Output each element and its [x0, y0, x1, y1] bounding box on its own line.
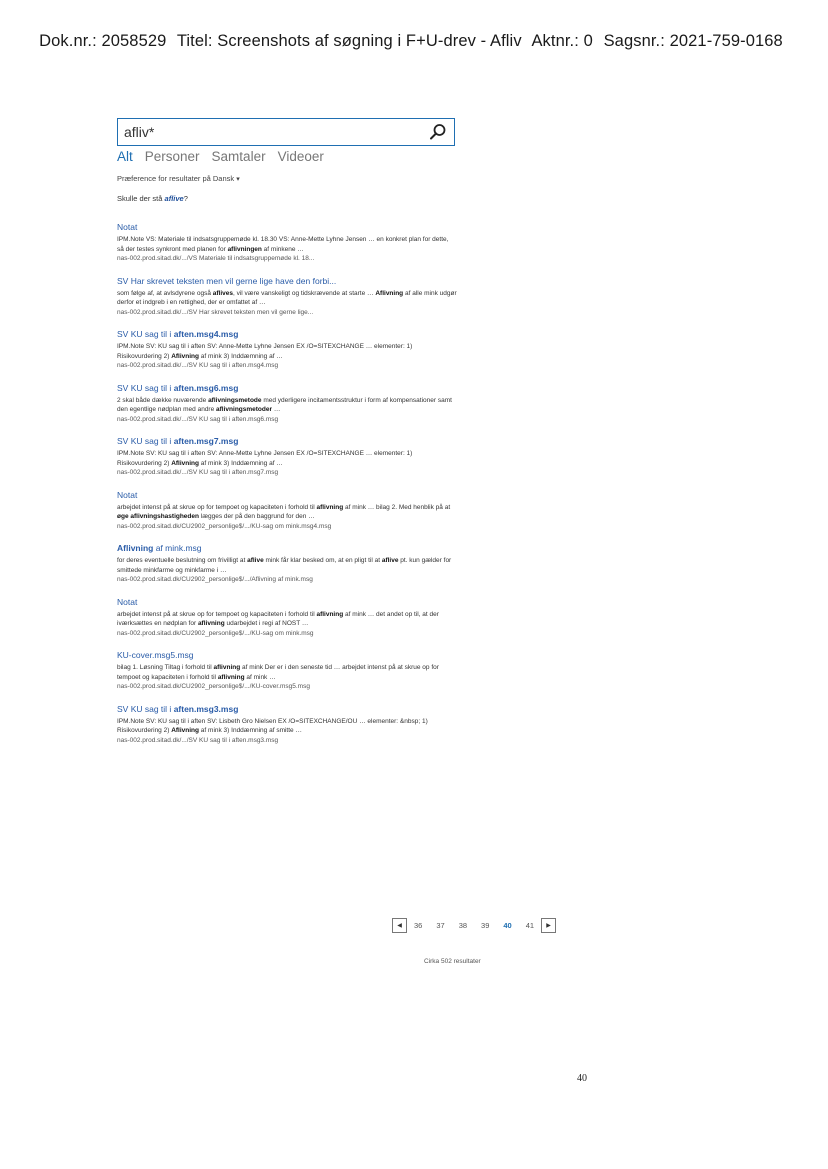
- result-snippet-text: IPM.Note SV: KU sag til i aften SV: Lisbeth Gro Nielsen EX /O=SITEXCHANGE/OU … elementer: &nbsp; 1) Risikovurdering 2): [117, 717, 428, 734]
- did-you-mean-suggestion[interactable]: aflive: [164, 194, 184, 203]
- result-snippet: [117, 717, 457, 736]
- page-link-38[interactable]: 38: [458, 921, 468, 930]
- page-number: 40: [577, 1073, 587, 1084]
- result-snippet: [117, 663, 457, 682]
- result-title-segment: KU-cover.msg5.msg: [117, 650, 194, 660]
- result-snippet-text: af mink … bilag 2. Med henblik på at: [343, 503, 451, 511]
- result-title-segment: SV KU sag til i: [117, 382, 174, 393]
- result-snippet-text: af mink 3) Inddæmning af …: [199, 459, 283, 467]
- result-title-segment: Notat: [117, 489, 138, 500]
- result-url[interactable]: nas-002.prod.sitad.dk/.../SV KU sag til i aften.msg6.msg: [117, 415, 279, 423]
- result-url[interactable]: nas-002.prod.sitad.dk/CU2902_personlige$/.../KU-cover.msg5.msg: [117, 683, 310, 690]
- result-snippet-highlight: aflivning: [217, 673, 245, 681]
- result-title-link[interactable]: [117, 222, 457, 232]
- result-snippet: [117, 396, 457, 415]
- result-title-segment: Notat: [117, 222, 138, 232]
- page-link-40[interactable]: 40: [503, 921, 512, 930]
- did-you-mean: [117, 194, 457, 203]
- list-item: [117, 704, 457, 746]
- result-snippet: [117, 342, 457, 361]
- result-snippet-highlight: aflives: [212, 289, 233, 297]
- prev-page-button[interactable]: ◀: [392, 918, 407, 933]
- tab-samtaler[interactable]: Samtaler: [211, 149, 266, 164]
- list-item: [117, 383, 457, 425]
- result-snippet-highlight: aflivning: [213, 664, 241, 671]
- akt-number: Aktnr.: 0: [531, 32, 593, 50]
- result-snippet-highlight: aflivning: [316, 503, 344, 511]
- language-preference-label: Præference for resultater på Dansk: [117, 174, 235, 183]
- did-you-mean-suffix: ?: [183, 194, 188, 203]
- result-snippet-highlight: Aflivning: [171, 727, 199, 734]
- list-item: [117, 490, 457, 532]
- result-title-link[interactable]: [117, 543, 457, 553]
- search-box[interactable]: [117, 118, 455, 146]
- result-title-link[interactable]: [117, 650, 457, 660]
- result-url[interactable]: nas-002.prod.sitad.dk/.../SV KU sag til i aften.msg4.msg: [117, 362, 279, 369]
- result-title-segment: SV KU sag til i: [117, 703, 174, 714]
- result-snippet-highlight: aflive: [247, 557, 264, 564]
- result-snippet: [117, 289, 457, 308]
- result-snippet-text: for deres eventuelle beslutning om frivilligt at: [117, 557, 248, 564]
- result-snippet-highlight: aflivning: [197, 620, 225, 627]
- document-header: [0, 32, 828, 51]
- result-snippet-text: bilag 1. Løsning Tiltag i forhold til: [117, 664, 214, 671]
- result-snippet-highlight: aflive: [381, 557, 399, 564]
- result-snippet-text: IPM.Note SV: KU sag til i aften SV: Anne-Mette Lyhne Jensen EX /O=SITEXCHANGE … elementer: 1) Risikovurdering 2): [117, 343, 413, 360]
- result-snippet-highlight: Aflivning: [171, 352, 199, 360]
- result-snippet-highlight: Aflivning: [375, 289, 404, 297]
- list-item: [117, 543, 457, 585]
- result-snippet-text: af alle mink udgør derfor et indgreb i en rettighed, der er omfattet af …: [117, 289, 457, 306]
- result-url[interactable]: nas-002.prod.sitad.dk/.../VS Materiale til indsatsgruppemøde kl. 18...: [117, 255, 315, 262]
- list-item: [117, 436, 457, 478]
- tab-alt[interactable]: Alt: [117, 149, 133, 164]
- result-url[interactable]: nas-002.prod.sitad.dk/CU2902_personlige$/.../Aflivning af mink.msg: [117, 576, 313, 583]
- list-item: [117, 329, 457, 371]
- page-link-37[interactable]: 37: [436, 921, 445, 930]
- pagination: [392, 918, 556, 933]
- result-snippet-highlight: aflivningsmetode: [208, 396, 262, 404]
- result-snippet-text: af minkene …: [261, 245, 304, 253]
- result-url[interactable]: nas-002.prod.sitad.dk/.../SV Har skrevet teksten men vil gerne lige...: [117, 308, 314, 316]
- result-snippet-highlight: aflivning: [316, 610, 344, 618]
- result-snippet-text: arbejdet intenst på at skrue op for tempoet og kapaciteten i forhold til: [117, 503, 317, 511]
- page-link-41[interactable]: 41: [525, 921, 535, 930]
- result-snippet-text: af mink …: [244, 673, 276, 681]
- result-title-segment: Aflivning: [117, 543, 154, 553]
- result-title-link[interactable]: [117, 276, 457, 286]
- pagination-pages: [407, 921, 541, 930]
- result-snippet-text: udarbejdet i regi af NOST …: [224, 620, 309, 627]
- tab-personer[interactable]: Personer: [144, 149, 200, 164]
- result-snippet: [117, 449, 457, 468]
- list-item: [117, 222, 457, 264]
- language-preference[interactable]: [117, 174, 457, 183]
- result-snippet-highlight: aflivningsmetoder: [216, 406, 273, 413]
- result-snippet-text: IPM.Note VS: Materiale til indsatsgruppemøde kl. 18.30 VS: Anne-Mette Lyhne Jensen … en konkret plan for dette, så der testes synkront med planen for: [117, 236, 449, 253]
- chevron-down-icon: ▾: [236, 176, 240, 183]
- list-item: [117, 597, 457, 639]
- result-snippet: [117, 235, 457, 254]
- page-link-36[interactable]: 36: [414, 921, 423, 930]
- result-title-segment: SV KU sag til i: [117, 436, 174, 446]
- tab-videoer[interactable]: Videoer: [277, 149, 324, 164]
- result-title-link[interactable]: [117, 597, 457, 607]
- result-snippet-highlight: øge aflivningshastigheden: [117, 513, 199, 520]
- page-link-39[interactable]: 39: [481, 921, 490, 930]
- result-url[interactable]: nas-002.prod.sitad.dk/.../SV KU sag til i aften.msg3.msg: [117, 736, 279, 744]
- result-title-link[interactable]: [117, 704, 457, 714]
- result-snippet-text: af mink Der er i den seneste tid … arbejdet intenst på at skrue op for tempoet og kapaciteten i forhold til: [117, 664, 439, 681]
- result-snippet-text: af mink … det andet op til, at der iværksættes en nødplan for: [117, 610, 439, 627]
- result-title-link[interactable]: [117, 383, 457, 393]
- result-snippet-highlight: Aflivning: [171, 459, 199, 467]
- result-snippet-text: …: [272, 406, 281, 413]
- result-snippet-text: 2 skal både dække nuværende: [117, 396, 209, 404]
- result-title-link[interactable]: [117, 436, 457, 446]
- doc-number: Dok.nr.: 2058529: [39, 32, 167, 50]
- result-title-link[interactable]: [117, 329, 457, 339]
- result-snippet-highlight: aflivningen: [227, 245, 262, 253]
- result-snippet-text: som følge af, at avlsdyrene også: [117, 289, 213, 297]
- result-snippet-text: arbejdet intenst på at skrue op for tempoet og kapaciteten i forhold til: [117, 610, 317, 618]
- result-count: Cirka 502 resultater: [424, 958, 481, 965]
- result-title-segment: aften.msg7.msg: [173, 436, 239, 446]
- result-title-segment: Notat: [117, 596, 138, 607]
- result-snippet-text: med yderligere incitamentsstruktur i form af kompensationer samt den egentlige nødplan med andre: [117, 396, 452, 413]
- search-icon[interactable]: [428, 122, 448, 142]
- result-url[interactable]: nas-002.prod.sitad.dk/CU2902_personlige$/.../KU-sag om mink.msg: [117, 629, 314, 637]
- result-title-segment: aften.msg6.msg: [173, 382, 239, 393]
- result-url[interactable]: nas-002.prod.sitad.dk/CU2902_personlige$/.../KU-sag om mink.msg4.msg: [117, 522, 332, 530]
- search-tabs: [117, 149, 457, 164]
- search-area: [117, 118, 457, 203]
- result-title-segment: aften.msg4.msg: [173, 329, 239, 339]
- result-title-segment: SV Har skrevet teksten men vil gerne lige have den forbi...: [117, 275, 337, 286]
- next-page-button[interactable]: ▶: [541, 918, 556, 933]
- result-snippet: [117, 556, 457, 575]
- result-snippet-text: af mink 3) Inddæmning af smitte …: [199, 727, 302, 734]
- result-snippet-text: IPM.Note SV: KU sag til i aften SV: Anne-Mette Lyhne Jensen EX /O=SITEXCHANGE … elementer: 1) Risikovurdering 2): [117, 450, 413, 467]
- result-snippet-text: mink får klar besked om, at en pligt til at: [263, 557, 382, 564]
- search-input[interactable]: [124, 124, 414, 140]
- list-item: [117, 650, 457, 692]
- did-you-mean-prefix: Skulle der stå: [117, 194, 165, 203]
- result-snippet-text: , vil være vanskeligt og tidskrævende at starte …: [233, 289, 376, 297]
- result-title-link[interactable]: [117, 490, 457, 500]
- list-item: [117, 276, 457, 318]
- result-snippet: [117, 503, 457, 522]
- results-list: [117, 222, 457, 757]
- result-title-segment: aften.msg3.msg: [173, 703, 239, 714]
- result-snippet-text: af mink 3) Inddæmning af …: [199, 352, 283, 360]
- result-snippet: [117, 610, 457, 629]
- result-url[interactable]: nas-002.prod.sitad.dk/.../SV KU sag til i aften.msg7.msg: [117, 469, 279, 476]
- result-title-segment: af mink.msg: [153, 543, 202, 553]
- result-snippet-text: lægges der på den baggrund for den …: [198, 513, 315, 520]
- result-snippet-text: pt. kun gælder for smittede minkfarme og minkfarme i …: [117, 557, 452, 574]
- result-title-segment: SV KU sag til i: [117, 329, 174, 339]
- doc-title: Titel: Screenshots af søgning i F+U-drev - Afliv: [176, 32, 522, 50]
- case-number: Sagsnr.: 2021-759-0168: [603, 32, 783, 50]
